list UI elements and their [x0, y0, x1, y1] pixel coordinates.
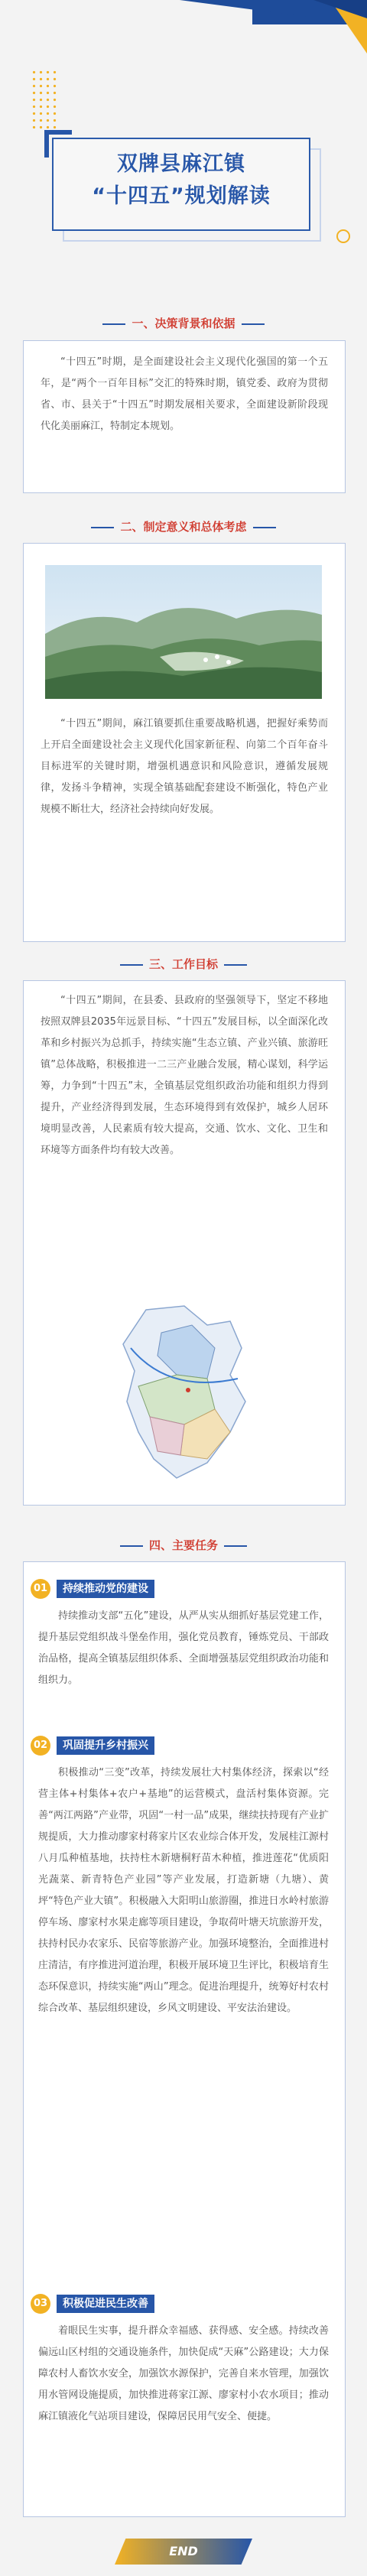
section3-heading-row	[0, 956, 367, 972]
task-02-text: 积极推动“三变”改革，持续发展壮大村集体经济，探索以“经营主体+村集体+农户+基地”的运营模式，盘活村集体资源。完善“两江两路”产业带，巩固“一村一品”成果，继续扶持现有产业扩规提质，大力推动廖家村蒋家片区农业综合体开发，发展桂江源村八月瓜种植基地，扶持柱木新塘桐籽苗木种植，推进莲花“优质阳光蔬菜、新青特色产业园”等产业发展，打造新塘（九塘）、黄坪“特色产业大镇”。积极融入大阳明山旅游圈，推进日水岭村旅游停车场、廖家村水果走廊等项目建设，争取荷叶塘天坑旅游开发，扶持村民办农家乐、民宿等旅游产业。加强环境整治，全面推进村庄清洁，有序推进河道治理，积极开展环境卫生评比，积极培育生态环保意识，持续实施“两山”理念。促进治理提升，统筹好村农村综合改革、基层组织建设，乡风文明建设、平安法治建设。	[38, 1767, 329, 2014]
heading-bar-left	[120, 1545, 143, 1547]
task-02-body	[38, 1762, 329, 2019]
task-01-text: 持续推动支部“五化”建设，从严从实从细抓好基层党建工作，提升基层党组织战斗堡垒作用，强化党员教育，锤炼党员、干部政治品格，提高全镇基层组织体系、全面增强基层党组织政治功能和组织力。	[38, 1610, 329, 1686]
section1-card	[23, 340, 346, 493]
page-title-line1: 双牌县麻江镇	[117, 152, 245, 176]
task-02-header	[31, 1736, 336, 1756]
task-01-number: 01	[31, 1579, 50, 1599]
heading-bar-right	[224, 1545, 247, 1547]
section2-heading-row	[0, 518, 367, 534]
section2-card	[23, 543, 346, 942]
section3-heading: 三、工作目标	[148, 957, 218, 971]
section2-text: “十四五”期间，麻江镇要抓住重要战略机遇，把握好乘势而上开启全面建设社会主义现代化国家新征程、向第二个百年奋斗目标进军的关键时期，增强机遇意识和风险意识，遵循发展规律，发扬斗争精神，实现全镇基础配套建设不断强化，特色产业规模不断壮大，经济社会持续向好发展。	[41, 718, 328, 815]
landscape-photo	[45, 565, 322, 702]
heading-bar-left	[102, 323, 125, 325]
section4-heading-row	[0, 1537, 367, 1553]
task-03-number: 03	[31, 2294, 50, 2314]
section1-heading: 一、决策背景和依据	[132, 317, 235, 330]
heading-bar-right	[224, 964, 247, 966]
section1-heading-row	[0, 315, 367, 331]
task-01-label: 持续推动党的建设	[57, 1580, 154, 1598]
task-02-label: 巩固提升乡村振兴	[57, 1736, 154, 1755]
task-03-text: 着眼民生实事，提升群众幸福感、获得感、安全感。持续改善偏远山区村组的交通设施条件，加快促成“天麻”公路建设；大力保障农村人畜饮水安全，加强饮水源保护，完善自来水管理，加强饮用水管网设施提质，加快推进蒋家江源、廖家村小农水项目；推动麻江镇液化气站项目建设，保障居民用气安全、便捷。	[38, 2325, 329, 2422]
title-corner-accent	[44, 130, 72, 158]
section2-heading: 二、制定意义和总体考虑	[120, 520, 247, 534]
title-frame	[52, 138, 310, 231]
town-map-image	[115, 1302, 253, 1486]
landscape-photo-image	[45, 565, 322, 699]
end-label: END	[169, 2544, 198, 2558]
task-03-label: 积极促进民生改善	[57, 2295, 154, 2313]
section3-text: “十四五”期间，在县委、县政府的坚强领导下，坚定不移地按照双牌县2035年远景目标、“十四五”发展目标，以全面深化改革和乡村振兴为总抓手，持续实施“生态立镇、产业兴镇、旅游旺镇”总体战略，积极推进一二三产业融合发展，精心谋划，科学运筹，力争到“十四五”末，全镇基层党组织政治功能和组织力得到提升，产业经济得到发展，生态环境得到有效保护，城乡人居环境明显改善，人民素质有较大提高，交通、饮水、文化、卫生和环境等方面条件均有较大改善。	[41, 995, 328, 1156]
task-02-number: 02	[31, 1736, 50, 1756]
section1-text: “十四五”时期，是全面建设社会主义现代化强国的第一个五年，是“两个一百年目标”交汇的特殊时期，镇党委、政府为贯彻省、市、县关于“十四五”时期发展相关要求，全面建设新阶段现代化美丽麻江，特制定本规划。	[41, 356, 328, 432]
decor-circle	[336, 229, 350, 243]
task-03-body	[38, 2321, 329, 2428]
task-03-header	[31, 2294, 336, 2314]
heading-bar-left	[120, 964, 143, 966]
heading-bar-right	[242, 323, 265, 325]
page-title-line2: “十四五”规划解读	[92, 184, 271, 208]
section4-heading: 四、主要任务	[148, 1538, 218, 1552]
task-01-body	[38, 1606, 329, 1691]
section3-card	[23, 980, 346, 1506]
decor-dot-grid	[31, 69, 58, 130]
heading-bar-left	[91, 527, 114, 528]
town-map	[115, 1302, 253, 1489]
heading-bar-right	[253, 527, 276, 528]
task-01-header	[31, 1579, 336, 1599]
